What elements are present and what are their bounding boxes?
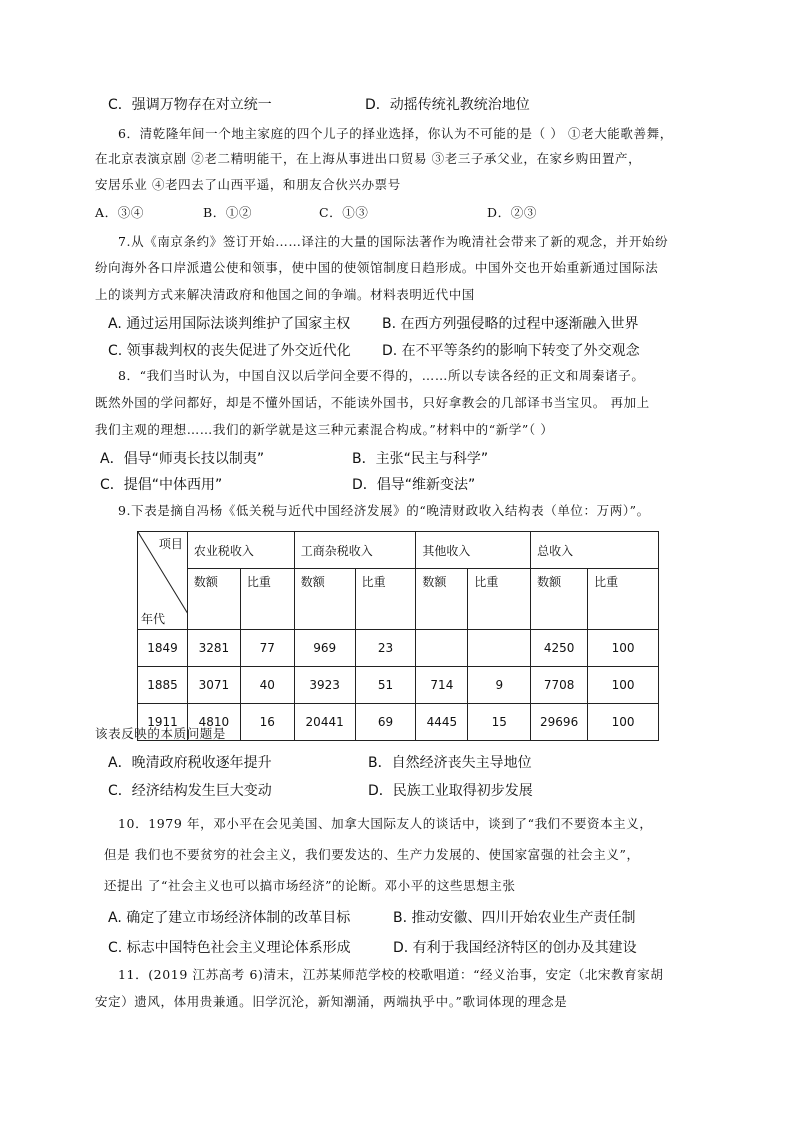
q10-option-c: C. 标志中国特色社会主义理论体系形成: [108, 940, 351, 956]
table-cell: 69: [355, 704, 416, 741]
table-cell: 51: [355, 667, 416, 704]
table-cell: 100: [588, 704, 659, 741]
table-group-header: 其他收入: [416, 532, 531, 569]
table-sub-header: 比重: [240, 569, 294, 630]
table-cell: 3281: [187, 630, 240, 667]
q11-stem-line1: 11．(2019 江苏高考 6)清末，江苏某师范学校的校歌唱道：“经义治事，安定（北宋教育家胡: [118, 967, 664, 982]
table-corner-year: 年代: [141, 612, 166, 626]
q10-stem-line2: 但是 我们也不要贫穷的社会主义，我们要发达的、生产力发展的、使国家富强的社会主义”，: [104, 847, 640, 862]
revenue-table: [137, 531, 659, 741]
q7-option-d: D. 在不平等条约的影响下转变了外交观念: [382, 343, 640, 359]
q7-option-b: B. 在西方列强侵略的过程中逐渐融入世界: [382, 316, 639, 332]
table-cell: 15: [468, 704, 531, 741]
table-sub-header: 比重: [468, 569, 531, 630]
table-cell: 77: [240, 630, 294, 667]
q7-option-a: A. 通过运用国际法谈判维护了国家主权: [108, 316, 351, 332]
table-sub-header: 比重: [588, 569, 659, 630]
q8-option-a: A．倡导“师夷长技以制夷”: [100, 451, 265, 467]
q6-stem-line2: 在北京表演京剧 ②老二精明能干，在上海从事进出口贸易 ③老三子承父业，在家乡购田置产，: [95, 151, 642, 166]
table-sub-header: 数额: [294, 569, 355, 630]
q8-option-c: C．提倡“中体西用”: [100, 477, 223, 493]
q10-stem-line3: 还提出 了“社会主义也可以搞市场经济”的论断。邓小平的这些思想主张: [104, 878, 516, 893]
table-cell: [468, 630, 531, 667]
q7-stem-line1: 7.从《南京条约》签订开始……译注的大量的国际法著作为晚清社会带来了新的观念，并开始纷: [118, 234, 669, 249]
q9-option-c: C．经济结构发生巨大变动: [108, 783, 272, 799]
q6-option-c: C．①③: [319, 205, 369, 220]
table-sub-header: 数额: [187, 569, 240, 630]
q8-stem-line3: 我们主观的理想……我们的新学就是这三种元素混合构成。”材料中的“新学”（ ）: [95, 422, 554, 437]
table-cell: 100: [588, 667, 659, 704]
table-group-header: 总收入: [531, 532, 659, 569]
q9-stem: 9.下表是摘自冯杨《低关税与近代中国经济发展》的“晚清财政收入结构表（单位：万两）”。: [118, 503, 650, 518]
table-sub-header: 数额: [416, 569, 468, 630]
q10-option-a: A. 确定了建立市场经济体制的改革目标: [108, 910, 351, 926]
table-cell: [416, 630, 468, 667]
table-cell: 4445: [416, 704, 468, 741]
table-cell: 714: [416, 667, 468, 704]
q5-option-d: D．动摇传统礼教统治地位: [365, 97, 530, 113]
table-sub-header: 比重: [355, 569, 416, 630]
table-cell-year: 1911: [138, 704, 188, 741]
table-cell: 16: [240, 704, 294, 741]
q6-option-a: A．③④: [95, 205, 144, 220]
table-sub-header: 数额: [531, 569, 588, 630]
q8-stem-line2: 既然外国的学问都好，却是不懂外国话，不能读外国书，只好拿教会的几部译书当宝贝。 再加上: [95, 395, 650, 410]
q8-option-d: D．倡导“维新变法”: [352, 477, 476, 493]
table-cell: 23: [355, 630, 416, 667]
q7-stem-line2: 纷向海外各口岸派遣公使和领事，使中国的使领馆制度日趋形成。中国外交也开始重新通过国际法: [95, 260, 659, 275]
table-cell-year: 1849: [138, 630, 188, 667]
table-cell: 969: [294, 630, 355, 667]
q7-stem-line3: 上的谈判方式来解决清政府和他国之间的争端。材料表明近代中国: [95, 287, 475, 302]
table-cell: 20441: [294, 704, 355, 741]
q9-option-b: B．自然经济丧失主导地位: [368, 755, 532, 771]
q8-stem-line1: 8．“我们当时认为，中国自汉以后学问全要不得的，……所以专读各经的正文和周秦诸子。: [118, 368, 645, 383]
table-cell: 3071: [187, 667, 240, 704]
table-cell: 3923: [294, 667, 355, 704]
q5-option-c: C．强调万物存在对立统一: [108, 97, 272, 113]
q6-stem-line1: 6．清乾隆年间一个地主家庭的四个儿子的择业选择，你认为不可能的是（ ） ①老大能歌善舞，: [118, 126, 673, 141]
q9-question: 该表反映的本质问题是: [95, 726, 227, 741]
table-cell: 40: [240, 667, 294, 704]
table-cell-year: 1885: [138, 667, 188, 704]
table-row: [138, 667, 659, 704]
q6-option-d: D．②③: [487, 205, 537, 220]
table-cell: 7708: [531, 667, 588, 704]
q8-option-b: B．主张“民主与科学”: [352, 451, 489, 467]
q10-option-b: B. 推动安徽、四川开始农业生产责任制: [393, 910, 636, 926]
q11-stem-line2: 安定）遗风，体用贵兼通。旧学沉沦，新知潮涌，两端执乎中。”歌词体现的理念是: [95, 994, 568, 1009]
q7-option-c: C. 领事裁判权的丧失促进了外交近代化: [108, 343, 351, 359]
table-corner-item: 项目: [158, 537, 183, 551]
q6-option-b: B．①②: [203, 205, 253, 220]
table-row: [138, 630, 659, 667]
q10-option-d: D. 有利于我国经济特区的创办及其建设: [393, 940, 637, 956]
table-corner-cell: [138, 532, 188, 630]
table-cell: 29696: [531, 704, 588, 741]
table-cell: 100: [588, 630, 659, 667]
table-cell: 4810: [187, 704, 240, 741]
q10-stem-line1: 10．1979 年，邓小平在会见美国、加拿大国际友人的谈话中，谈到了“我们不要资本主义，: [118, 816, 653, 831]
q9-option-a: A．晚清政府税收逐年提升: [108, 755, 272, 771]
q9-option-d: D．民族工业取得初步发展: [368, 783, 533, 799]
table-cell: 9: [468, 667, 531, 704]
table-group-header: 工商杂税收入: [294, 532, 416, 569]
table-cell: 4250: [531, 630, 588, 667]
q6-stem-line3: 安居乐业 ④老四去了山西平遥，和朋友合伙兴办票号: [95, 177, 401, 192]
table-group-header: 农业税收入: [187, 532, 294, 569]
